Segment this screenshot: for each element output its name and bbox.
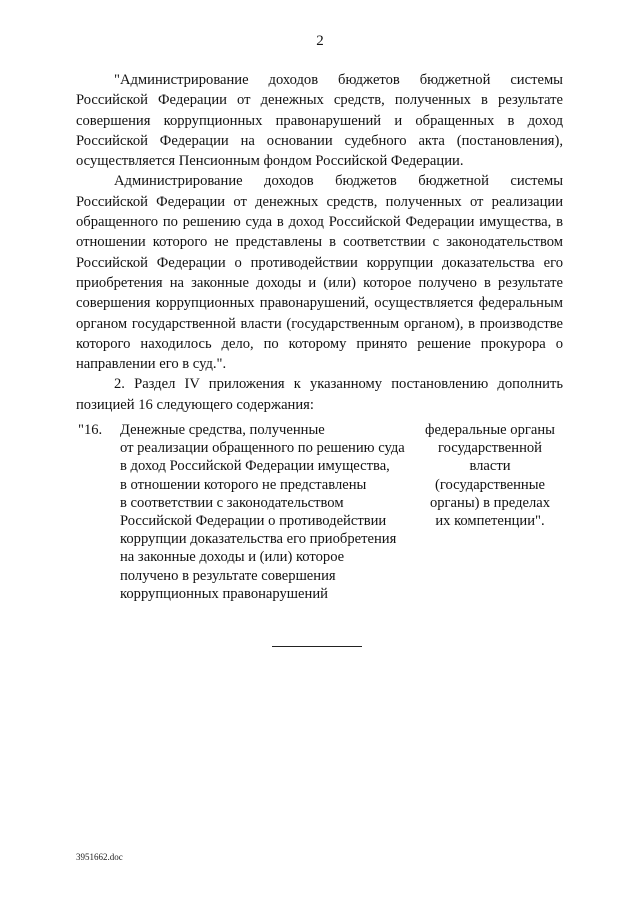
description-line: Денежные средства, полученные (120, 422, 325, 438)
description-line: от реализации обращенного по решению суда (120, 440, 405, 457)
paragraph-section-iv-amendment: 2. Раздел IV приложения к указанному постановлению дополнить позицией 16 следующего содержания: (76, 376, 563, 413)
description-line: получено в результате совершения (120, 567, 336, 584)
description-line: в доход Российской Федерации имущества, (120, 458, 390, 475)
description-line: Российской Федерации о противодействии (120, 513, 387, 530)
page-number: 2 (316, 33, 324, 49)
administrator-line: их компетенции". (435, 513, 545, 530)
paragraph-pension-fund-administration: "Администрирование доходов бюджетов бюджетной системы Российской Федерации от денежных средств, полученных в результате совершения коррупционных правонарушений и обращенных в доход Российской Федерации на основании судебного акта (постановления), осуществляется Пенсионным фондом Российской Федерации. (76, 72, 563, 170)
description-line: коррупции доказательства его приобретения (120, 531, 397, 548)
document-body (76, 70, 563, 415)
administrator-line: федеральные органы (425, 422, 555, 438)
document-file-code: 3951662.doc (76, 852, 123, 862)
description-line: в отношении которого не представлены (120, 476, 367, 493)
entry-number: "16. (78, 422, 103, 438)
description-line: на законные доходы и (или) которое (120, 549, 345, 566)
administrator-line: власти (469, 458, 511, 475)
paragraph-federal-authority-administration: Администрирование доходов бюджетов бюджетной системы Российской Федерации от денежных средств, полученных от реализации обращенного по решению суда в доход Российской Федерации имущества, в отношении которого не представлены в соответствии с законодательством Российской Федерации о противодействии коррупции доказательства его приобретения на законные доходы и (или) которое получено в результате совершения коррупционных правонарушений, осуществляется федеральным органом государственной власти (государственным органом), в производстве которого находилось дело, по которому принято решение прокурора о направлении его в суд.". (76, 173, 563, 373)
entry-description (120, 421, 420, 603)
end-divider-line (272, 646, 362, 647)
description-line: коррупционных правонарушений (120, 585, 328, 602)
entry-administrator (406, 421, 574, 530)
administrator-line: государственной (437, 440, 542, 457)
description-line: в соответствии с законодательством (120, 494, 344, 511)
administrator-line: (государственные (434, 476, 546, 493)
administrator-line: органы) в пределах (429, 494, 551, 511)
